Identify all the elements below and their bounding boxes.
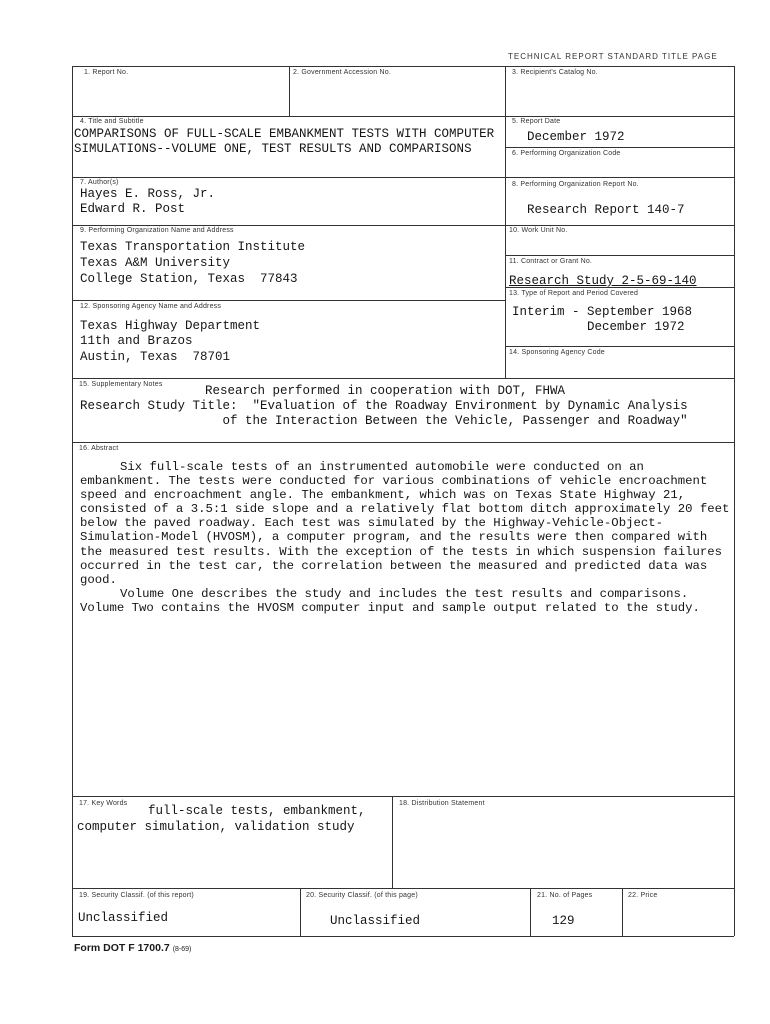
- key-words-label: 17. Key Words: [79, 800, 128, 807]
- contract-number: Research Study 2-5-69-140: [509, 274, 697, 288]
- sponsoring-agency-line-1: Texas Highway Department: [80, 319, 261, 333]
- author-1: Hayes E. Ross, Jr.: [80, 187, 216, 201]
- title-label: 4. Title and Subtitle: [80, 118, 144, 125]
- rule-r9: [72, 888, 734, 889]
- recipient-catalog-label: 3. Recipient's Catalog No.: [512, 69, 598, 76]
- title-line-1: COMPARISONS OF FULL-SCALE EMBANKMENT TESTS WITH COMPUTER: [74, 127, 495, 141]
- performing-org-line-2: Texas A&M University: [80, 256, 231, 270]
- rule-left-lower: [72, 378, 73, 936]
- supplementary-line-3: of the Interaction Between the Vehicle, Passenger and Roadway": [80, 414, 688, 428]
- gov-accession-label: 2. Government Accession No.: [293, 69, 391, 76]
- abstract-paragraph-2: Volume One describes the study and includes the test results and comparisons. Volume Two contains the HVOSM computer input and sample output related to the study.: [80, 586, 700, 615]
- report-type-line-1: Interim - September 1968: [512, 305, 693, 319]
- rule-r7: [72, 442, 734, 443]
- sponsoring-code-label: 14. Sponsoring Agency Code: [509, 349, 605, 356]
- contract-label: 11. Contract or Grant No.: [509, 258, 593, 265]
- supplementary-line-1: Research performed in cooperation with DOT, FHWA: [205, 384, 566, 398]
- report-date-label: 5. Report Date: [512, 118, 561, 125]
- security-page-label: 20. Security Classif. (of this page): [306, 892, 418, 899]
- performing-org-report-label: 8. Performing Organization Report No.: [512, 181, 639, 188]
- rule-col-18: [392, 796, 393, 888]
- rule-r6: [72, 378, 734, 379]
- rule-r5: [505, 147, 734, 148]
- rule-top: [72, 66, 734, 67]
- rule-right-lower: [734, 378, 735, 936]
- rule-r3: [72, 225, 734, 226]
- rule-col-21: [530, 888, 531, 936]
- key-words-line-2: computer simulation, validation study: [77, 820, 355, 834]
- performing-org-line-3: College Station, Texas 77843: [80, 272, 298, 286]
- rule-r4: [72, 300, 505, 301]
- form-id: Form DOT F 1700.7: [74, 942, 170, 954]
- distribution-label: 18. Distribution Statement: [399, 800, 485, 807]
- form-identifier: [74, 942, 191, 954]
- performing-org-report: Research Report 140-7: [527, 203, 685, 217]
- rule-r13: [505, 346, 734, 347]
- report-type-label: 13. Type of Report and Period Covered: [509, 290, 639, 297]
- rule-col-22: [622, 888, 623, 936]
- rule-r1: [72, 116, 734, 117]
- form-header: TECHNICAL REPORT STANDARD TITLE PAGE: [508, 52, 718, 61]
- rule-bottom: [72, 936, 734, 937]
- form-date: (8-69): [172, 946, 192, 953]
- abstract-text: [80, 460, 730, 615]
- performing-org-code-label: 6. Performing Organization Code: [512, 150, 621, 157]
- author-2: Edward R. Post: [80, 202, 186, 216]
- rule-left-upper: [72, 66, 73, 378]
- rule-col-2: [289, 66, 290, 116]
- abstract-paragraph-1: Six full-scale tests of an instrumented automobile were conducted on an embankment. The tests were conducted for various combinations of vehicle encroachment speed and encroachment angle. The embankment, which was on Texas State Highway 21, consisted of a 3.5:1 side slope and a relatively flat bottom ditch approximately 20 feet below the paved roadway. Each test was simulated by the Highway-Vehicle-Object-Simulation-Model (HVOSM), a computer program, and the results were then compared with the measured test results. With the exception of the tests in which suspension failures occurred in the test car, the correlation between the measured and predicted data was good.: [80, 460, 730, 587]
- rule-r10: [505, 255, 734, 256]
- work-unit-label: 10. Work Unit No.: [509, 227, 568, 234]
- rule-r8: [72, 796, 734, 797]
- performing-org-line-1: Texas Transportation Institute: [80, 240, 306, 254]
- price-label: 22. Price: [628, 892, 658, 899]
- key-words-line-1: full-scale tests, embankment,: [148, 804, 366, 818]
- security-report-label: 19. Security Classif. (of this report): [79, 892, 194, 899]
- abstract-label: 16. Abstract: [79, 445, 119, 452]
- report-date: December 1972: [527, 130, 625, 144]
- pages-label: 21. No. of Pages: [537, 892, 593, 899]
- sponsoring-agency-label: 12. Sponsoring Agency Name and Address: [80, 303, 222, 310]
- security-report-value: Unclassified: [78, 911, 169, 925]
- rule-r2: [72, 177, 734, 178]
- sponsoring-agency-line-2: 11th and Brazos: [80, 334, 193, 348]
- pages-value: 129: [552, 914, 575, 928]
- performing-org-name-label: 9. Performing Organization Name and Address: [80, 227, 234, 234]
- rule-right-upper: [734, 66, 735, 378]
- report-no-label: 1. Report No.: [84, 69, 129, 76]
- sponsoring-agency-line-3: Austin, Texas 78701: [80, 350, 231, 364]
- supplementary-label: 15. Supplementary Notes: [79, 381, 163, 388]
- supplementary-line-2: Research Study Title: "Evaluation of the Roadway Environment by Dynamic Analysis: [80, 399, 688, 413]
- title-line-2: SIMULATIONS--VOLUME ONE, TEST RESULTS AND COMPARISONS: [74, 142, 472, 156]
- rule-col-right: [505, 66, 506, 378]
- rule-col-20: [300, 888, 301, 936]
- security-page-value: Unclassified: [330, 914, 421, 928]
- report-type-line-2: December 1972: [512, 320, 685, 334]
- authors-label: 7. Author(s): [80, 179, 119, 186]
